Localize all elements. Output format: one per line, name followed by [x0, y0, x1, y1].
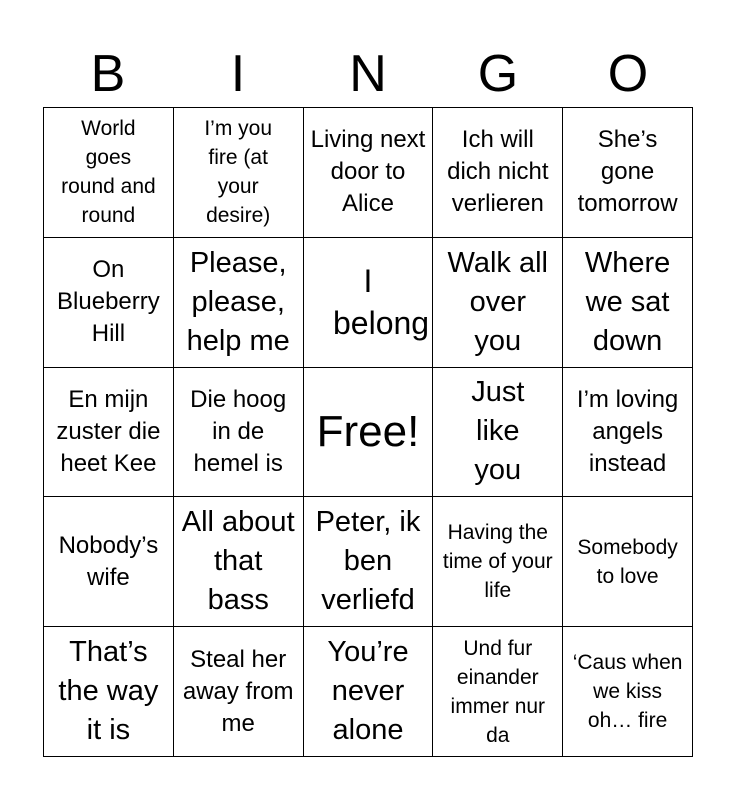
bingo-cell[interactable] [563, 627, 693, 757]
cell-text: Just like you [471, 376, 525, 487]
free-space[interactable] [304, 368, 434, 498]
bingo-cell[interactable] [433, 627, 563, 757]
cell-text: World goes round and round [61, 117, 156, 228]
bingo-cell[interactable] [563, 238, 693, 368]
bingo-cell[interactable] [174, 108, 304, 238]
cell-text: All about that bass [181, 506, 295, 617]
cell-text: Ich will dich nicht verlieren [447, 126, 549, 218]
bingo-cell[interactable] [433, 238, 563, 368]
cell-text: Und fur einander immer nur da [450, 636, 546, 747]
bingo-cell[interactable] [44, 497, 174, 627]
cell-text: She’s gone tomorrow [577, 126, 678, 218]
bingo-cell[interactable] [304, 497, 434, 627]
bingo-cell[interactable] [174, 497, 304, 627]
bingo-cell[interactable] [44, 108, 174, 238]
bingo-cell[interactable] [304, 627, 434, 757]
header-letter-i: I [230, 45, 246, 103]
bingo-cell[interactable] [44, 627, 174, 757]
cell-text: I belong [332, 263, 430, 342]
bingo-cell[interactable] [174, 627, 304, 757]
cell-text: Where we sat down [584, 246, 671, 357]
cell-text: On Blueberry Hill [57, 256, 160, 348]
header-letter-o: O [607, 45, 649, 103]
cell-text: Die hoog in de hemel is [190, 385, 287, 477]
bingo-cell[interactable] [433, 108, 563, 238]
cell-text: You’re never alone [327, 636, 409, 747]
cell-text: Steal her away from me [182, 645, 294, 737]
header-letter-n: N [349, 45, 387, 103]
cell-text: Somebody to love [577, 535, 678, 588]
bingo-cell[interactable] [174, 368, 304, 498]
bingo-cell[interactable] [563, 368, 693, 498]
bingo-header [43, 44, 693, 104]
cell-text: En mijn zuster die heet Kee [56, 385, 161, 477]
cell-text: That’s the way it is [58, 636, 159, 747]
cell-text: Walk all over you [447, 246, 548, 357]
cell-text: Please, please, help me [186, 246, 290, 357]
cell-text: Having the time of your life [442, 521, 553, 603]
bingo-cell[interactable] [304, 238, 434, 368]
cell-text: Peter, ik ben verliefd [315, 506, 421, 617]
cell-text: Living next door to Alice [310, 126, 426, 218]
bingo-cell[interactable] [174, 238, 304, 368]
bingo-grid [43, 107, 693, 757]
bingo-cell[interactable] [44, 238, 174, 368]
bingo-cell[interactable] [44, 368, 174, 498]
cell-text: I’m loving angels instead [576, 385, 679, 477]
cell-text: I’m you fire (at your desire) [204, 117, 273, 228]
bingo-cell[interactable] [563, 108, 693, 238]
bingo-cell[interactable] [563, 497, 693, 627]
bingo-cell[interactable] [304, 108, 434, 238]
header-letter-g: G [477, 45, 519, 103]
header-letter-b: B [90, 45, 126, 103]
cell-text: Nobody’s wife [58, 531, 159, 591]
free-space-label: Free! [316, 406, 420, 456]
bingo-cell[interactable] [433, 368, 563, 498]
bingo-cell[interactable] [433, 497, 563, 627]
cell-text: ‘Caus when we kiss oh… fire [572, 651, 683, 733]
